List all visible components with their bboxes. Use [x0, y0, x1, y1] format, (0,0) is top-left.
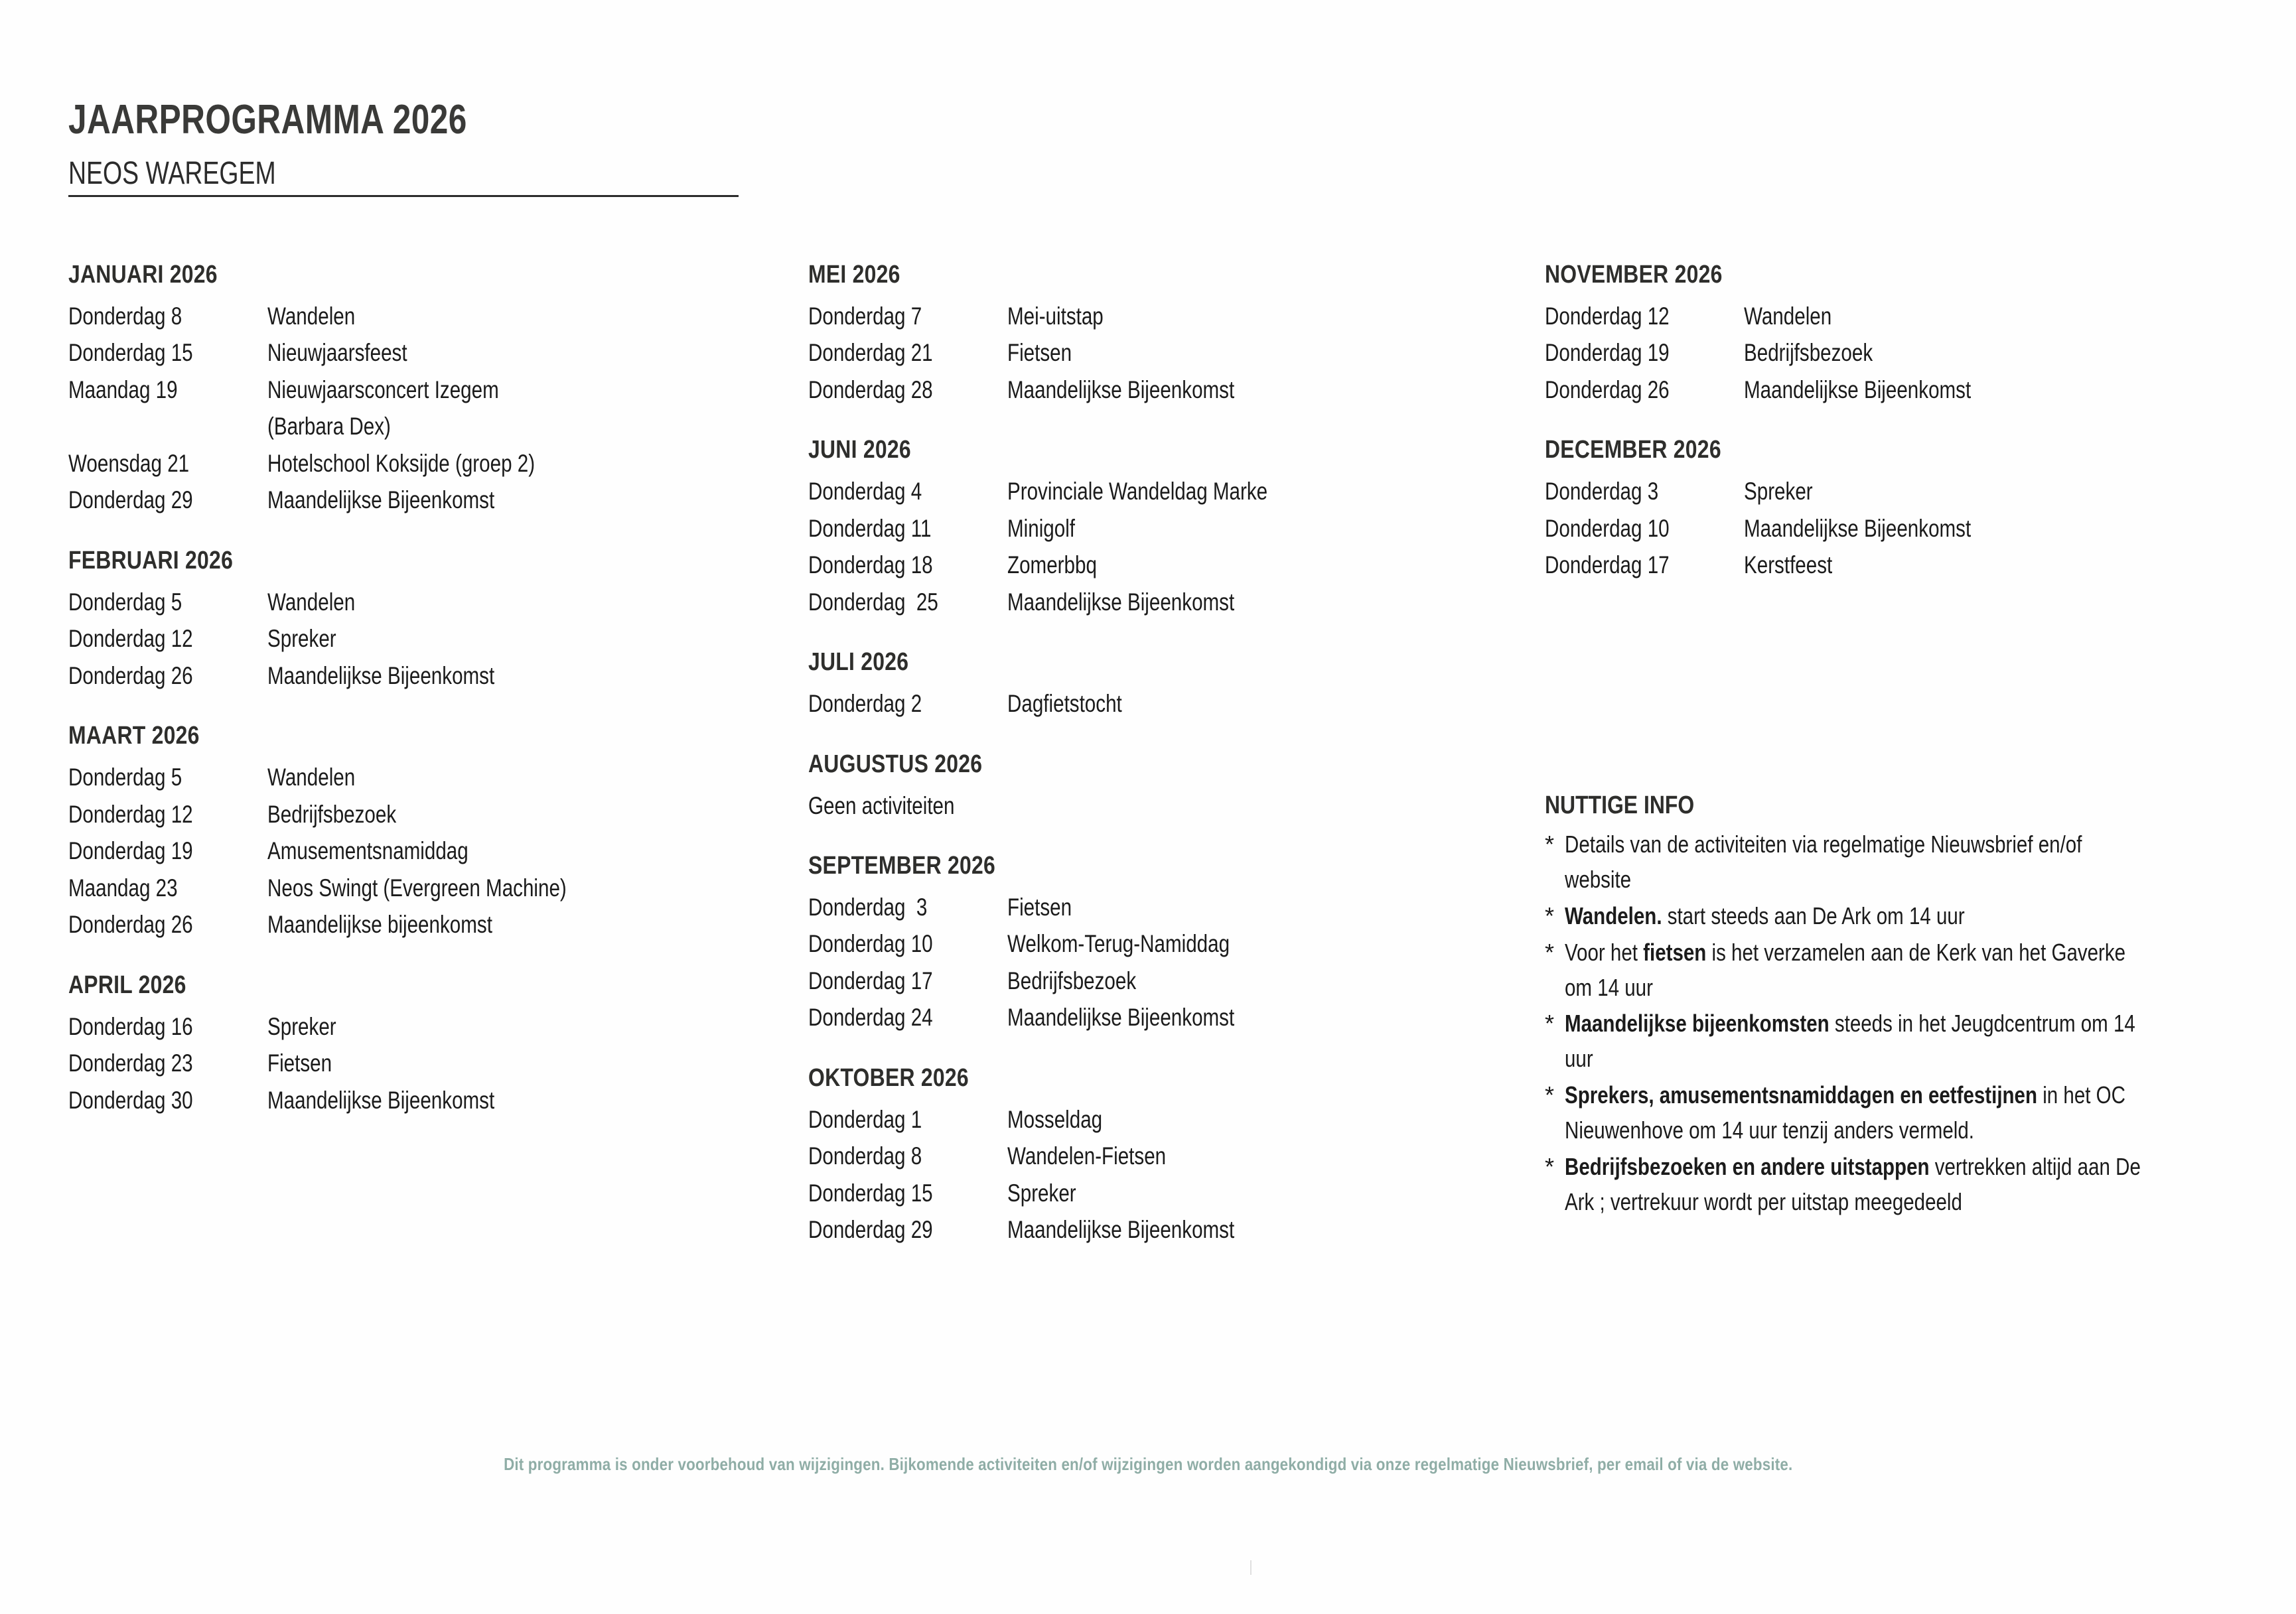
event-label: Fietsen: [1007, 339, 1072, 367]
event-date: Donderdag 10: [1545, 514, 1670, 542]
bullet-asterisk-icon: *: [1545, 1081, 1555, 1109]
event-row: [68, 1045, 785, 1082]
event-label: Nieuwjaarsfeest: [267, 339, 407, 367]
event-label: Mei-uitstap: [1007, 302, 1104, 330]
event-row: [68, 334, 785, 371]
event-row: [808, 925, 1518, 963]
event-row: [68, 657, 785, 695]
useful-info-text: Wandelen. start steeds aan De Ark om 14 uur: [1565, 902, 1965, 929]
month-block: [68, 973, 785, 1118]
event-date: Donderdag 4: [808, 478, 922, 505]
bullet-asterisk-icon: *: [1545, 1010, 1555, 1038]
event-row: [808, 1138, 1518, 1175]
month-heading: MAART 2026: [68, 722, 200, 750]
event-row: [1545, 473, 2261, 510]
useful-info-item: [1545, 899, 2268, 934]
event-row: [68, 833, 785, 870]
event-label: Maandelijkse Bijeenkomst: [1007, 588, 1235, 616]
event-date: Donderdag 18: [808, 551, 933, 579]
event-label: (Barbara Dex): [267, 413, 391, 440]
event-label: Maandelijkse bijeenkomst: [267, 911, 492, 939]
useful-info-list: [1545, 827, 2268, 1220]
event-date: Donderdag 15: [68, 339, 193, 367]
event-label: Wandelen: [267, 588, 356, 616]
event-label: Maandelijkse Bijeenkomst: [267, 1086, 495, 1114]
event-date: Donderdag 23: [68, 1049, 193, 1077]
event-row: [808, 999, 1518, 1036]
event-label: Wandelen: [267, 302, 356, 330]
event-label: Bedrijfsbezoek: [267, 800, 397, 828]
month-heading: AUGUSTUS 2026: [808, 750, 983, 778]
document-header: [68, 97, 997, 191]
event-label: Nieuwjaarsconcert Izegem: [267, 375, 499, 403]
month-block: [808, 649, 1518, 722]
event-label: Maandelijkse Bijeenkomst: [267, 486, 495, 514]
event-row: [808, 298, 1518, 335]
month-heading: MEI 2026: [808, 261, 900, 289]
event-label: Maandelijkse Bijeenkomst: [1007, 375, 1235, 403]
event-date: Donderdag 19: [1545, 339, 1670, 367]
event-row: [68, 584, 785, 621]
event-date: Donderdag 3: [1545, 478, 1659, 505]
event-row: [68, 445, 785, 482]
event-row: [808, 685, 1518, 722]
event-row: [1545, 371, 2261, 409]
event-row: [808, 889, 1518, 926]
event-row: [68, 870, 785, 907]
event-date: Donderdag 21: [808, 339, 933, 367]
event-date: Woensdag 21: [68, 449, 190, 477]
bullet-asterisk-icon: *: [1545, 830, 1555, 858]
bullet-asterisk-icon: *: [1545, 1153, 1555, 1181]
event-date: Donderdag 12: [1545, 302, 1670, 330]
event-date: Donderdag 5: [68, 764, 182, 791]
event-label: Provinciale Wandeldag Marke: [1007, 478, 1268, 505]
event-date: Donderdag 15: [808, 1179, 933, 1207]
event-row: [1545, 510, 2261, 547]
event-row: [1545, 298, 2261, 335]
event-row: [808, 547, 1518, 584]
bullet-asterisk-icon: *: [1545, 902, 1555, 929]
useful-info-item: [1545, 935, 2268, 1006]
month-block: [808, 752, 1518, 824]
month-block: [68, 548, 785, 694]
month-block: [68, 723, 785, 943]
event-date: Maandag 23: [68, 874, 178, 902]
month-heading: FEBRUARI 2026: [68, 546, 234, 574]
month-heading: JANUARI 2026: [68, 261, 218, 289]
useful-info-block: [1545, 793, 2268, 1221]
month-block: [808, 1065, 1518, 1248]
month-note: Geen activiteiten: [808, 791, 955, 819]
useful-info-text: Maandelijkse bijeenkomsten steeds in het Jeugdcentrum om 14 uur: [1565, 1010, 2135, 1073]
month-block: [808, 262, 1518, 408]
event-date: Donderdag 1: [808, 1105, 922, 1133]
event-date: Donderdag 26: [68, 911, 193, 939]
event-row: [68, 371, 785, 409]
event-date: Maandag 19: [68, 375, 178, 403]
event-label: Minigolf: [1007, 514, 1075, 542]
month-block: [68, 262, 785, 519]
event-date: Donderdag 30: [68, 1086, 193, 1114]
useful-info-item: [1545, 1078, 2268, 1148]
footer-text: Dit programma is onder voorbehoud van wijzigingen. Bijkomende activiteiten en/of wijzigingen worden aangekondigd via onze regelmatige Nieuwsbrief, per email of via de website.: [503, 1454, 1793, 1474]
event-label: Mosseldag: [1007, 1105, 1103, 1133]
event-row: [68, 906, 785, 943]
useful-info-item: [1545, 1150, 2268, 1220]
event-row: [808, 963, 1518, 1000]
column-2: [808, 262, 1518, 1248]
event-row: [68, 482, 785, 519]
event-label: Maandelijkse Bijeenkomst: [1007, 1216, 1235, 1244]
event-row: [808, 584, 1518, 621]
event-label: Wandelen: [267, 764, 356, 791]
month-heading: DECEMBER 2026: [1545, 436, 1721, 464]
event-label: Amusementsnamiddag: [267, 837, 468, 865]
event-date: Donderdag 16: [68, 1012, 193, 1040]
organisation-name: NEOS WAREGEM: [68, 156, 276, 191]
event-date: Donderdag 24: [808, 1004, 933, 1032]
event-date: Donderdag 7: [808, 302, 922, 330]
event-row: [68, 759, 785, 796]
event-label: Maandelijkse Bijeenkomst: [1744, 375, 1972, 403]
event-label: Zomerbbq: [1007, 551, 1097, 579]
month-block: [808, 853, 1518, 1036]
event-label: Fietsen: [267, 1049, 332, 1077]
event-label: Wandelen: [1744, 302, 1832, 330]
event-label: Maandelijkse Bijeenkomst: [267, 661, 495, 689]
useful-info-item: [1545, 1006, 2268, 1077]
event-date: Donderdag 12: [68, 800, 193, 828]
event-label: Spreker: [267, 1012, 336, 1040]
event-date: Donderdag 8: [808, 1142, 922, 1170]
event-date: Donderdag 2: [808, 690, 922, 718]
event-date: Donderdag 12: [68, 625, 193, 653]
month-heading: JULI 2026: [808, 648, 909, 677]
event-row: [808, 1175, 1518, 1212]
event-date: Donderdag 28: [808, 375, 933, 403]
month-block: [1545, 262, 2261, 408]
event-date: Donderdag 26: [1545, 375, 1670, 403]
event-label: Spreker: [267, 625, 336, 653]
event-row: [808, 1211, 1518, 1248]
event-row: [68, 1008, 785, 1045]
month-heading: NOVEMBER 2026: [1545, 261, 1723, 289]
event-label: Spreker: [1744, 478, 1813, 505]
event-label: Dagfietstocht: [1007, 690, 1122, 718]
event-row: [808, 334, 1518, 371]
event-date: Donderdag 3: [808, 893, 928, 921]
event-label: Bedrijfsbezoek: [1744, 339, 1873, 367]
event-row: [1545, 334, 2261, 371]
event-date: Donderdag 26: [68, 661, 193, 689]
event-label: Bedrijfsbezoek: [1007, 967, 1137, 994]
event-row: [68, 796, 785, 833]
month-heading: APRIL 2026: [68, 971, 186, 999]
useful-info-text: Voor het fietsen is het verzamelen aan de Kerk van het Gaverke om 14 uur: [1565, 938, 2126, 1001]
event-label: Neos Swingt (Evergreen Machine): [267, 874, 567, 902]
event-date: Donderdag 10: [808, 930, 933, 958]
event-date: Donderdag 8: [68, 302, 182, 330]
column-1: [68, 262, 785, 1118]
month-block: [808, 437, 1518, 620]
column-3: [1545, 262, 2261, 584]
event-date: Donderdag 5: [68, 588, 182, 616]
event-row: [808, 371, 1518, 409]
month-heading: SEPTEMBER 2026: [808, 852, 996, 880]
event-date: Donderdag 11: [808, 514, 932, 542]
event-date: Donderdag 29: [808, 1216, 933, 1244]
event-label: Maandelijkse Bijeenkomst: [1007, 1004, 1235, 1032]
header-divider: [68, 195, 739, 197]
event-label: Maandelijkse Bijeenkomst: [1744, 514, 1972, 542]
month-heading: JUNI 2026: [808, 436, 911, 464]
event-date: Donderdag 17: [808, 967, 933, 994]
month-heading: OKTOBER 2026: [808, 1063, 969, 1092]
useful-info-title: NUTTIGE INFO: [1545, 791, 1695, 819]
event-row: [68, 620, 785, 657]
event-label: Welkom-Terug-Namiddag: [1007, 930, 1230, 958]
event-label: Spreker: [1007, 1179, 1076, 1207]
event-row: [68, 298, 785, 335]
event-row: [808, 510, 1518, 547]
event-date: Donderdag 25: [808, 588, 938, 616]
event-row: [68, 408, 785, 445]
useful-info-item: [1545, 827, 2268, 898]
event-row: [808, 473, 1518, 510]
event-row: [808, 1101, 1518, 1138]
event-date: Donderdag 19: [68, 837, 193, 865]
event-row: [1545, 547, 2261, 584]
event-label: Wandelen-Fietsen: [1007, 1142, 1167, 1170]
useful-info-text: Sprekers, amusementsnamiddagen en eetfestijnen in het OC Nieuwenhove om 14 uur tenzij anders vermeld.: [1565, 1081, 2125, 1144]
scan-artifact: [1250, 1560, 1252, 1575]
event-date: Donderdag 29: [68, 486, 193, 514]
event-label: Kerstfeest: [1744, 551, 1833, 579]
useful-info-text: Details van de activiteiten via regelmatige Nieuwsbrief en/of website: [1565, 830, 2082, 893]
event-label: Fietsen: [1007, 893, 1072, 921]
useful-info-text: Bedrijfsbezoeken en andere uitstappen vertrekken altijd aan De Ark ; vertrekuur wordt per uitstap meegedeeld: [1565, 1153, 2141, 1215]
month-block: [1545, 437, 2261, 583]
event-row: [68, 1082, 785, 1119]
page-title: JAARPROGRAMMA 2026: [68, 97, 467, 143]
bullet-asterisk-icon: *: [1545, 938, 1555, 966]
footer-disclaimer: [0, 1454, 2296, 1475]
event-label: Hotelschool Koksijde (groep 2): [267, 449, 536, 477]
event-date: Donderdag 17: [1545, 551, 1670, 579]
